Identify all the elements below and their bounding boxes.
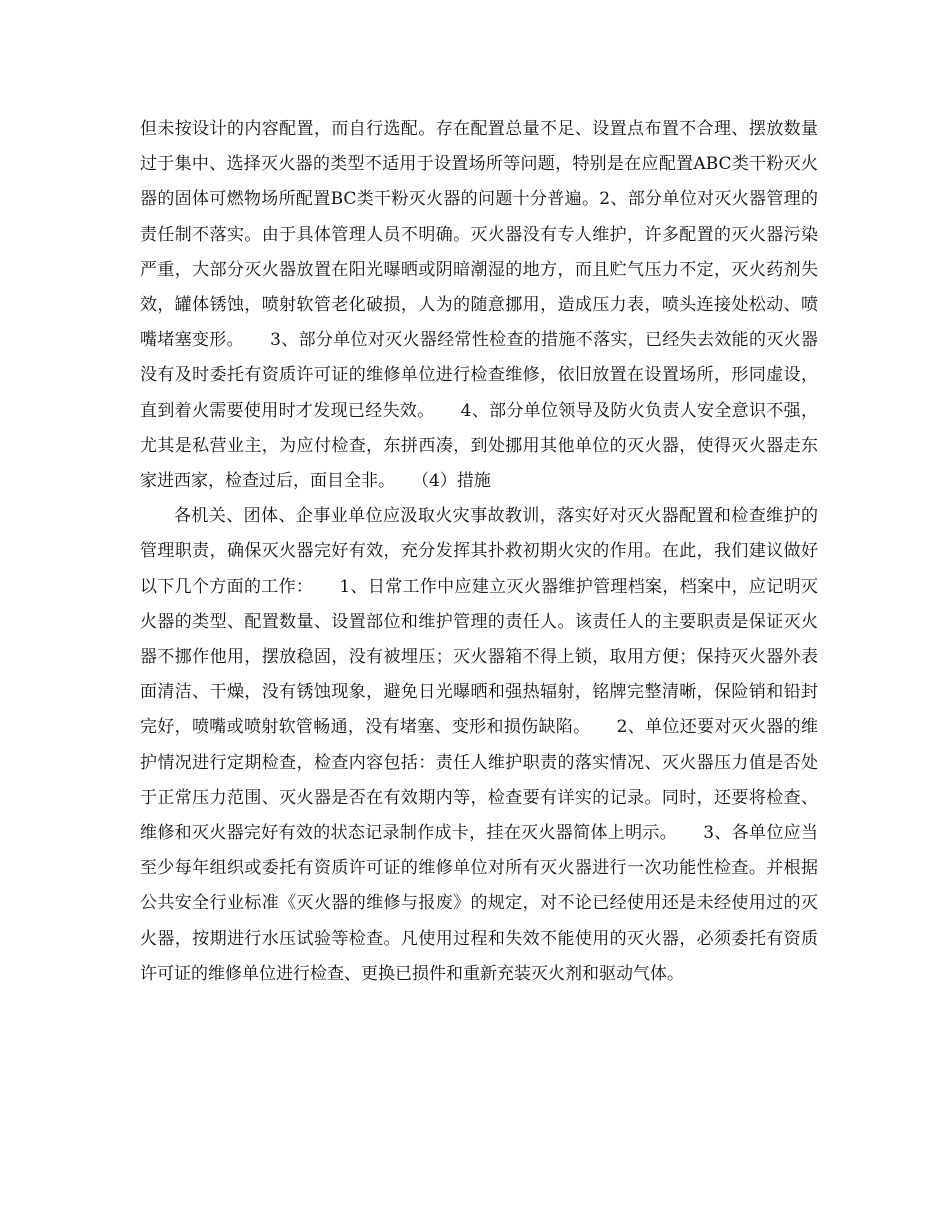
document-body: [140, 112, 818, 992]
paragraph-problems: 但未按设计的内容配置，而自行选配。存在配置总量不足、设置点布置不合理、摆放数量过于集中、选择灭火器的类型不适用于设置场所等问题，特别是在应配置ABC类干粉灭火器的固体可燃物场所配置BC类干粉灭火器的问题十分普遍。2、部分单位对灭火器管理的责任制不落实。由于具体管理人员不明确。灭火器没有专人维护，许多配置的灭火器污染严重，大部分灭火器放置在阳光曝晒或阴暗潮湿的地方，而且贮气压力不定，灭火药剂失效，罐体锈蚀，喷射软管老化破损，人为的随意挪用，造成压力表，喷头连接处松动、喷嘴堵塞变形。 3、部分单位对灭火器经常性检查的措施不落实，已经失去效能的灭火器没有及时委托有资质许可证的维修单位进行检查维修，依旧放置在设置场所，形同虚设，直到着火需要使用时才发现已经失效。 4、部分单位领导及防火负责人安全意识不强，尤其是私营业主，为应付检查，东拼西凑，到处挪用其他单位的灭火器，使得灭火器走东家进西家，检查过后，面目全非。 （4）措施: [140, 119, 818, 492]
paragraph-measures: 各机关、团体、企事业单位应汲取火灾事故教训，落实好对灭火器配置和检查维护的管理职责，确保灭火器完好有效，充分发挥其扑救初期火灾的作用。在此，我们建议做好以下几个方面的工作： 1、日常工作中应建立灭火器维护管理档案，档案中，应记明灭火器的类型、配置数量、设置部位和维护管理的责任人。该责任人的主要职责是保证灭火器不挪作他用，摆放稳固，没有被埋压；灭火器箱不得上锁，取用方便；保持灭火器外表面清洁、干燥，没有锈蚀现象，避免日光曝晒和强热辐射，铭牌完整清晰，保险销和铅封完好，喷嘴或喷射软管畅通，没有堵塞、变形和损伤缺陷。 2、单位还要对灭火器的维护情况进行定期检查，检查内容包括：责任人维护职责的落实情况、灭火器压力值是否处于正常压力范围、灭火器是否在有效期内等，检查要有详实的记录。同时，还要将检查、维修和灭火器完好有效的状态记录制作成卡，挂在灭火器简体上明示。 3、各单位应当至少每年组织或委托有资质许可证的维修单位对所有灭火器进行一次功能性检查。并根据公共安全行业标准《灭火器的维修与报废》的规定，对不论已经使用还是未经使用过的灭火器，按期进行水压试验等检查。凡使用过程和失效不能使用的灭火器，必须委托有资质许可证的维修单位进行检查、更换已损件和重新充装灭火剂和驱动气体。: [140, 506, 818, 984]
